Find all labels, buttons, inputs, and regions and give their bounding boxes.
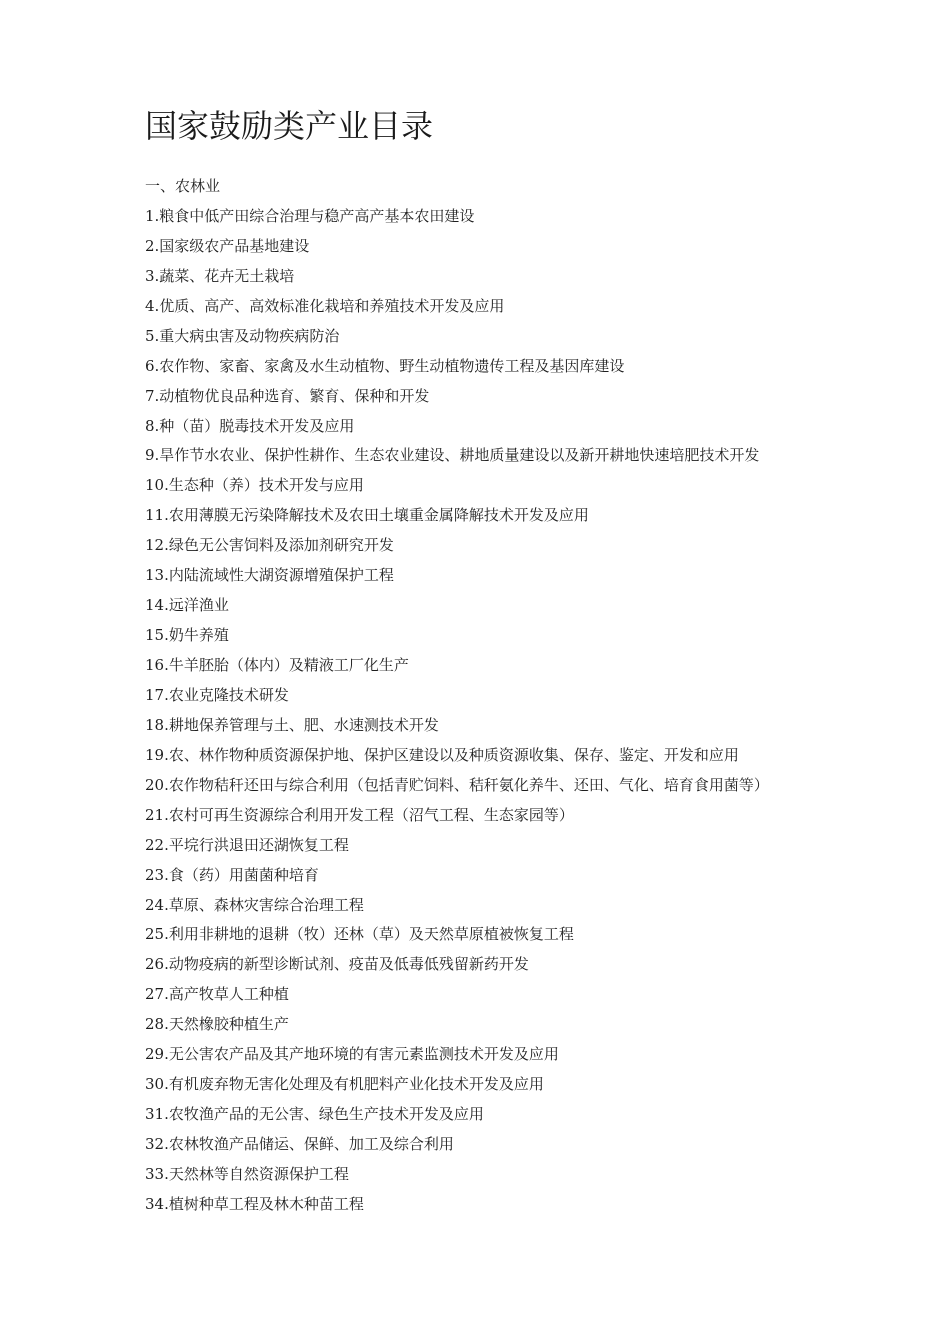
list-item: 28.天然橡胶种植生产: [145, 1015, 289, 1034]
list-item: 19.农、林作物种质资源保护地、保护区建设以及种质资源收集、保存、鉴定、开发和应用: [145, 745, 739, 764]
list-item: 25.利用非耕地的退耕（牧）还林（草）及天然草原植被恢复工程: [145, 925, 574, 944]
list-item: 30.有机废弃物无害化处理及有机肥料产业化技术开发及应用: [145, 1075, 544, 1094]
list-item: 9.旱作节水农业、保护性耕作、生态农业建设、耕地质量建设以及新开耕地快速培肥技术开发: [145, 446, 760, 465]
list-item: 10.生态种（养）技术开发与应用: [145, 476, 364, 495]
list-item: 23.食（药）用菌菌种培育: [145, 865, 319, 884]
document-body: [145, 172, 925, 1220]
document-title: 国家鼓励类产业目录: [145, 107, 434, 145]
list-item: 32.农林牧渔产品储运、保鲜、加工及综合利用: [145, 1135, 454, 1153]
list-item: 5.重大病虫害及动物疾病防治: [145, 326, 340, 345]
list-item: 26.动物疫病的新型诊断试剂、疫苗及低毒低残留新药开发: [145, 955, 529, 974]
list-item: 15.奶牛养殖: [145, 626, 229, 645]
list-item: 8.种（苗）脱毒技术开发及应用: [145, 416, 355, 435]
list-item: 13.内陆流域性大湖资源增殖保护工程: [145, 566, 394, 585]
list-item: 2.国家级农产品基地建设: [145, 236, 310, 255]
list-item: 18.耕地保养管理与土、肥、水速测技术开发: [145, 715, 439, 734]
list-item: 22.平垸行洪退田还湖恢复工程: [145, 835, 349, 854]
list-item: 7.动植物优良品种选育、繁育、保种和开发: [145, 386, 430, 405]
list-item: 20.农作物秸秆还田与综合利用（包括青贮饲料、秸秆氨化养牛、还田、气化、培育食用菌等）: [145, 775, 769, 794]
list-item: 27.高产牧草人工种植: [145, 985, 289, 1004]
list-item: 1.粮食中低产田综合治理与稳产高产基本农田建设: [145, 206, 475, 225]
list-item: 11.农用薄膜无污染降解技术及农田土壤重金属降解技术开发及应用: [145, 506, 589, 525]
list-item: 6.农作物、家畜、家禽及水生动植物、野生动植物遗传工程及基因库建设: [145, 356, 625, 375]
list-item: 14.远洋渔业: [145, 596, 229, 615]
list-item: 33.天然林等自然资源保护工程: [145, 1164, 349, 1183]
list-item: 21.农村可再生资源综合利用开发工程（沼气工程、生态家园等）: [145, 805, 574, 824]
list-item: 12.绿色无公害饲料及添加剂研究开发: [145, 536, 394, 555]
list-item: 24.草原、森林灾害综合治理工程: [145, 895, 364, 914]
list-item: 3.蔬菜、花卉无土栽培: [145, 266, 295, 285]
list-item: 17.农业克隆技术研发: [145, 685, 289, 704]
list-item: 4.优质、高产、高效标准化栽培和养殖技术开发及应用: [145, 296, 505, 315]
list-item: 29.无公害农产品及其产地环境的有害元素监测技术开发及应用: [145, 1045, 559, 1064]
list-item: 16.牛羊胚胎（体内）及精液工厂化生产: [145, 656, 409, 674]
section-heading: 一、农林业: [145, 177, 221, 195]
list-item: 31.农牧渔产品的无公害、绿色生产技术开发及应用: [145, 1105, 484, 1124]
list-item: 34.植树种草工程及林木种苗工程: [145, 1194, 364, 1213]
